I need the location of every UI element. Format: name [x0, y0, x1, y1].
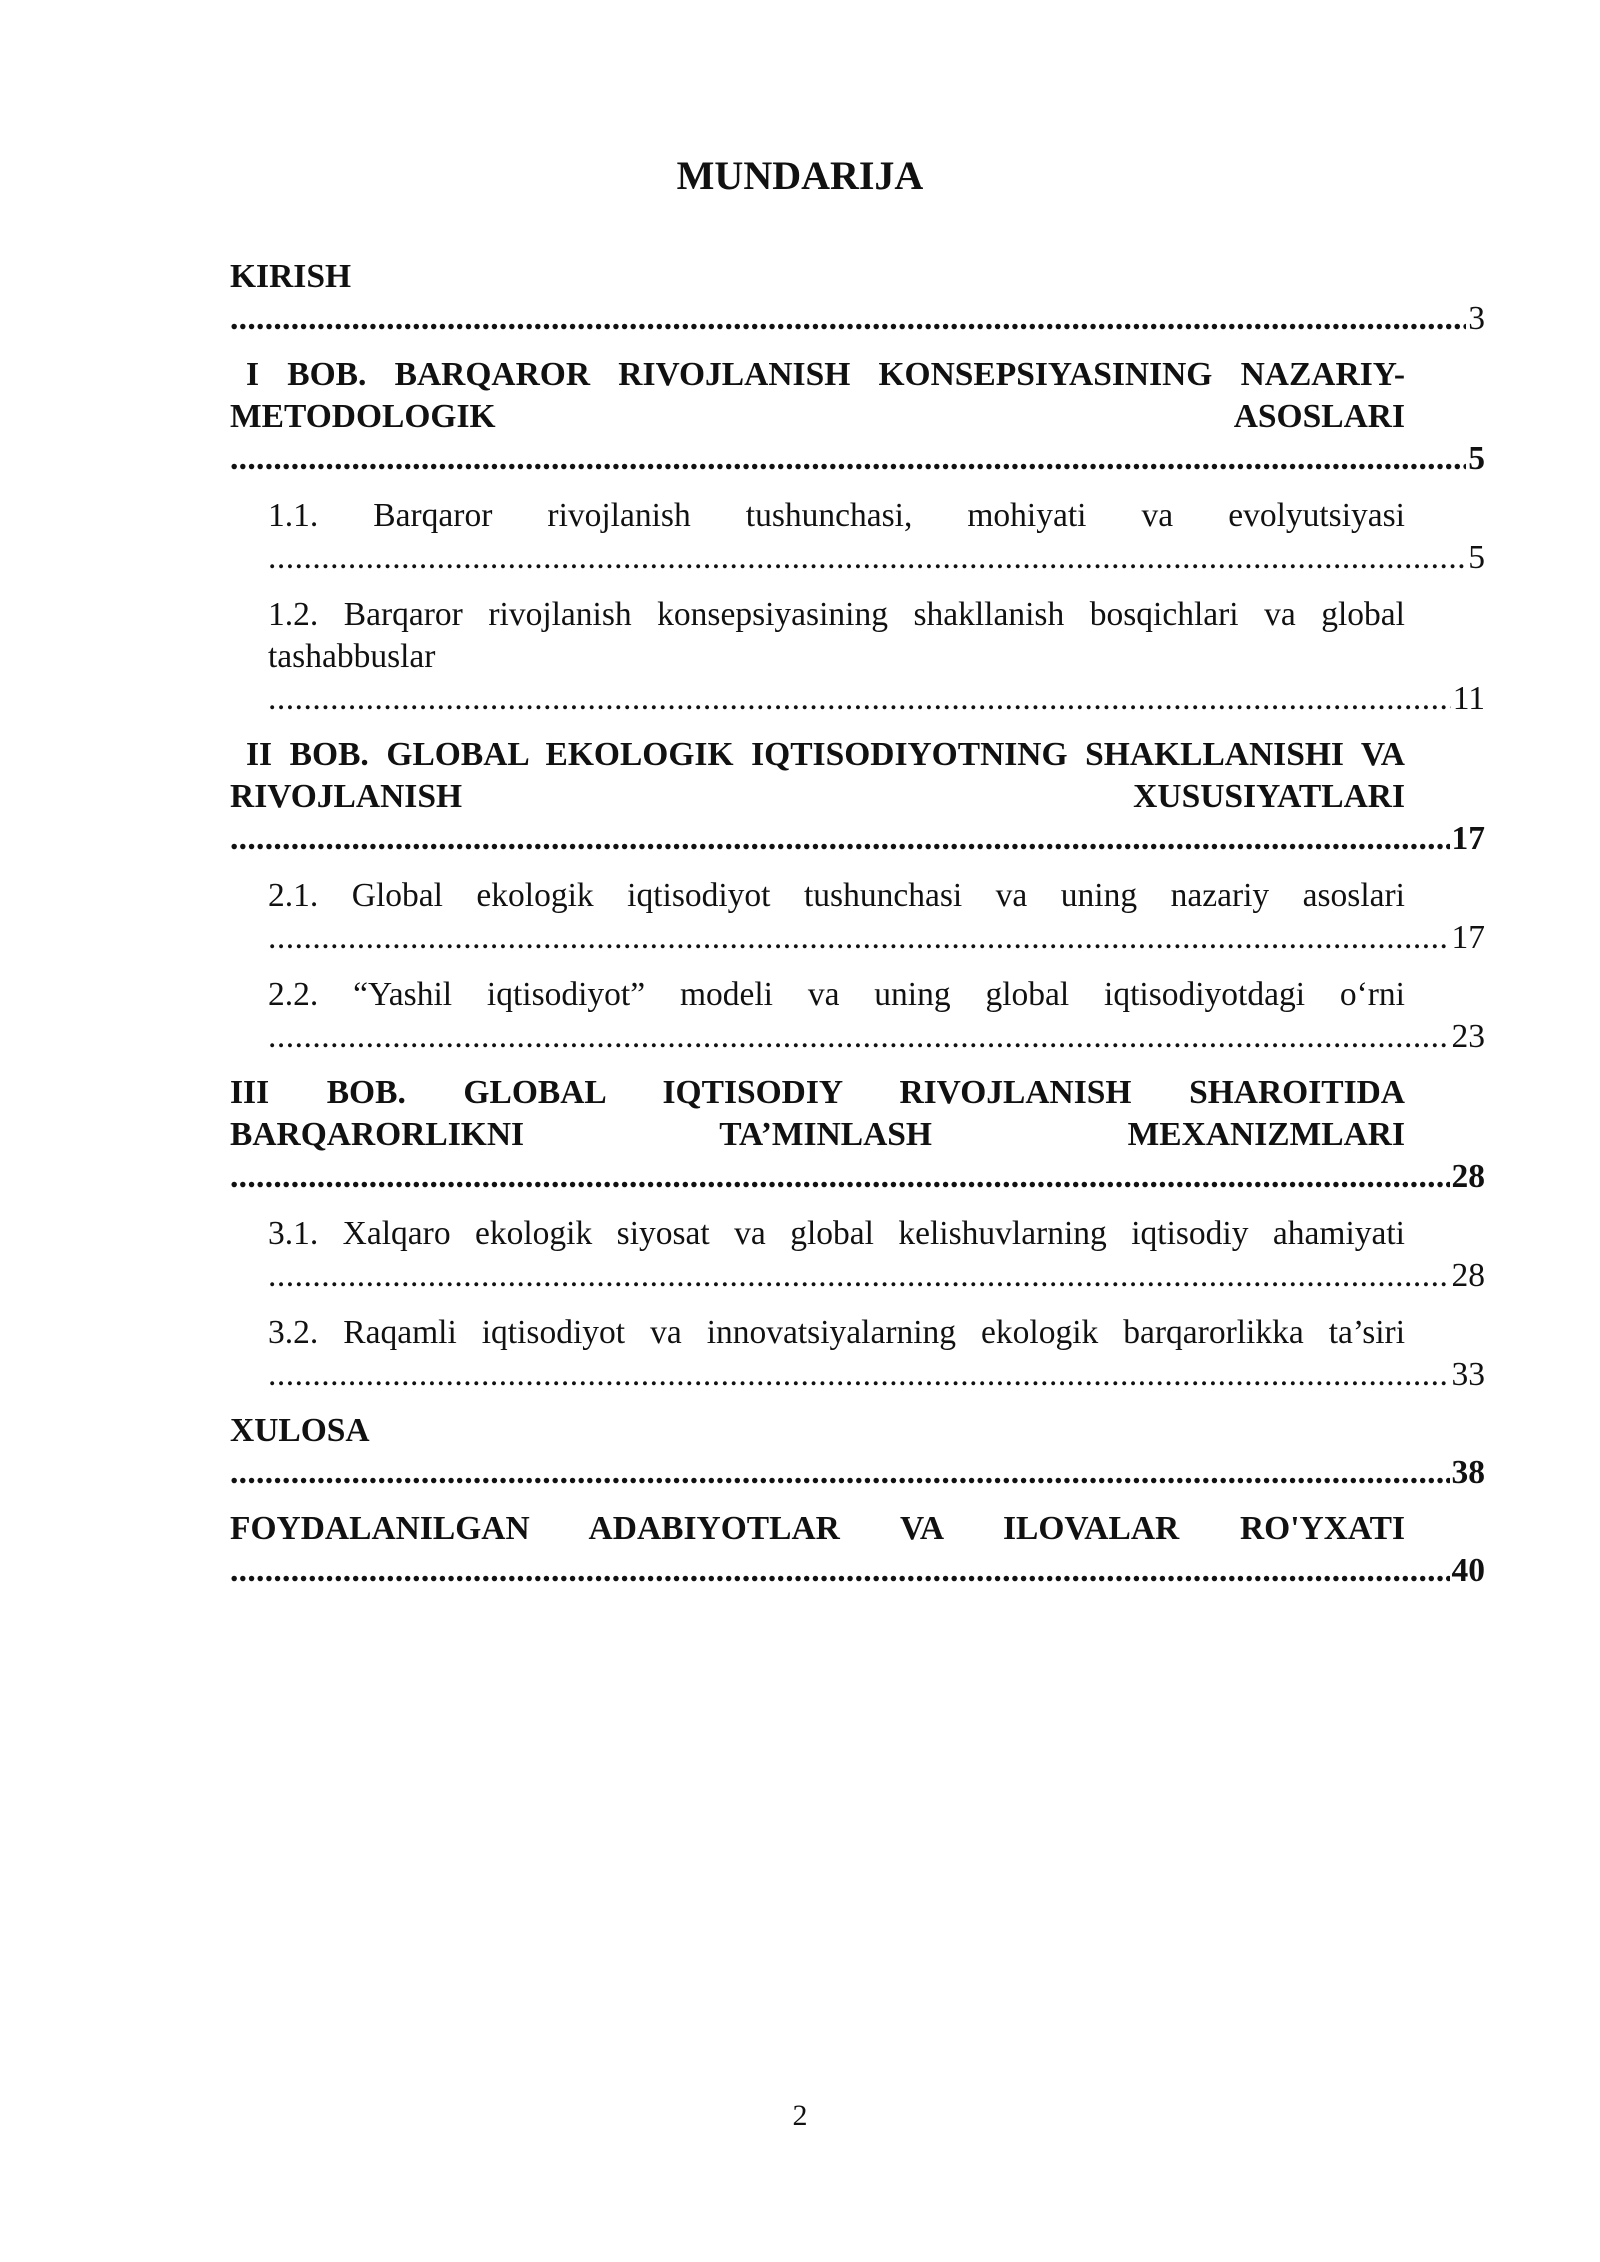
toc-entry-chapter-1[interactable]: [230, 354, 1485, 480]
toc-page-number: 5: [1466, 537, 1485, 579]
toc-entry-title: 3.2. Raqamli iqtisodiyot va innovatsiyalarning ekologik barqarorlikka ta’siri .....: [268, 1314, 1485, 1393]
toc-page-number: 3: [1466, 298, 1485, 340]
toc-entry-title: 1.1. Barqaror rivojlanish tushunchasi, mohiyati va evolyutsiyasi .....: [268, 497, 1485, 576]
toc-entry-title: III BOB. GLOBAL IQTISODIY RIVOJLANISH SHAROITIDA BARQARORLIKNI TA’MINLASH MEXANIZMLARI .....: [230, 1074, 1485, 1195]
toc-entry-title: FOYDALANILGAN ADABIYOTLAR VA ILOVALAR RO'YXATI .....: [230, 1510, 1485, 1589]
toc-page-number: 33: [1450, 1354, 1486, 1396]
toc-entry-title: XULOSA .....: [230, 1412, 1485, 1491]
toc-entry-title: KIRISH .....: [230, 258, 1485, 337]
toc-entry-chapter-3[interactable]: [230, 1072, 1485, 1198]
toc-page-number: 28: [1450, 1156, 1486, 1198]
toc-entry-chapter-2[interactable]: [230, 734, 1485, 860]
toc-entry-title: I BOB. BARQAROR RIVOJLANISH KONSEPSIYASINING NAZARIY-METODOLOGIK ASOSLARI .....: [230, 356, 1485, 477]
toc-entry-section-1-2[interactable]: [230, 594, 1485, 720]
toc-page-number: 17: [1450, 818, 1486, 860]
toc-page-number: 5: [1466, 438, 1485, 480]
toc-page-number: 28: [1450, 1255, 1486, 1297]
toc-page-number: 38: [1450, 1452, 1486, 1494]
toc-entry-title: II BOB. GLOBAL EKOLOGIK IQTISODIYOTNING SHAKLLANISHI VA RIVOJLANISH XUSUSIYATLARI .....: [230, 736, 1485, 857]
toc-entry-xulosa[interactable]: [230, 1410, 1485, 1494]
toc-entry-title: 1.2. Barqaror rivojlanish konsepsiyasining shakllanish bosqichlari va global tashabbuslar .....: [268, 596, 1485, 717]
toc-entry-title: 2.2. “Yashil iqtisodiyot” modeli va uning global iqtisodiyotdagi o‘rni .....: [268, 976, 1485, 1055]
toc-entry-title: 3.1. Xalqaro ekologik siyosat va global kelishuvlarning iqtisodiy ahamiyati .....: [268, 1215, 1485, 1294]
page-title: MUNDARIJA: [676, 153, 924, 198]
toc-entry-references[interactable]: [230, 1508, 1485, 1592]
toc-entry-section-3-1[interactable]: [230, 1213, 1485, 1297]
toc-page-number: 11: [1451, 678, 1485, 720]
toc-entry-section-2-2[interactable]: [230, 974, 1485, 1058]
toc-entry-section-2-1[interactable]: [230, 875, 1485, 959]
toc-entry-section-3-2[interactable]: [230, 1312, 1485, 1396]
toc-page-number: 40: [1450, 1550, 1486, 1592]
page-number: 2: [792, 2099, 808, 2132]
toc-entry-title: 2.1. Global ekologik iqtisodiyot tushunchasi va uning nazariy asoslari .....: [268, 877, 1485, 956]
toc-page-number: 17: [1450, 917, 1486, 959]
table-of-contents: [230, 256, 1485, 1592]
toc-entry-section-1-1[interactable]: [230, 495, 1485, 579]
toc-page-number: 23: [1450, 1016, 1486, 1058]
toc-entry-kirish[interactable]: [230, 256, 1485, 340]
